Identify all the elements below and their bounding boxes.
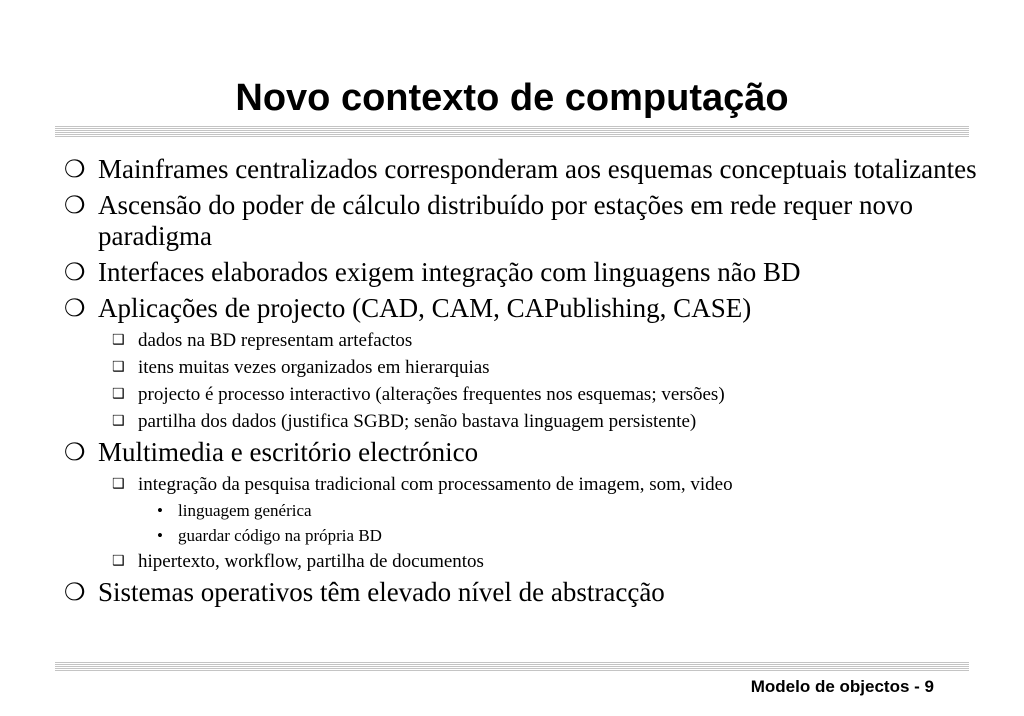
bullet-text: Sistemas operativos têm elevado nível de abstracção xyxy=(98,577,665,607)
footer-divider xyxy=(55,662,969,672)
hollow-square-bullet-icon: ❑ xyxy=(112,332,125,348)
bullet-list xyxy=(60,154,980,613)
bullet-text: Mainframes centralizados corresponderam aos esquemas conceptuais totalizantes xyxy=(98,154,977,184)
sub-bullet-item xyxy=(60,383,980,406)
dot-bullet-icon: • xyxy=(157,501,163,520)
slide-footer xyxy=(751,676,934,698)
sub-bullet-text: partilha dos dados (justifica SGBD; senão bastava linguagem persistente) xyxy=(138,411,697,432)
sub-sub-bullet-text: guardar código na própria BD xyxy=(178,526,382,545)
bullet-item-sistemas-operativos xyxy=(60,577,980,608)
sub-bullet-text: projecto é processo interactivo (alterações frequentes nos esquemas; versões) xyxy=(138,384,725,405)
bullet-item-interfaces xyxy=(60,257,980,288)
hollow-square-bullet-icon: ❑ xyxy=(112,413,125,429)
sub-bullet-item xyxy=(60,410,980,433)
bullet-text: Interfaces elaborados exigem integração com linguagens não BD xyxy=(98,257,801,287)
sub-bullet-item xyxy=(60,473,980,496)
hollow-square-bullet-icon: ❑ xyxy=(112,553,125,569)
hollow-circle-bullet-icon: ❍ xyxy=(64,258,86,286)
bullet-text: Ascensão do poder de cálculo distribuído por estações em rede requer novo paradigma xyxy=(98,190,913,251)
bullet-text: Multimedia e escritório electrónico xyxy=(98,437,479,467)
hollow-square-bullet-icon: ❑ xyxy=(112,386,125,402)
sub-sub-bullet-item xyxy=(60,525,980,546)
bullet-item-aplicacoes xyxy=(60,293,980,324)
hollow-square-bullet-icon: ❑ xyxy=(112,476,125,492)
sub-bullet-item xyxy=(60,356,980,379)
bullet-item-mainframes xyxy=(60,154,980,185)
hollow-circle-bullet-icon: ❍ xyxy=(64,155,86,183)
hollow-circle-bullet-icon: ❍ xyxy=(64,191,86,219)
sub-bullet-text: dados na BD representam artefactos xyxy=(138,330,413,351)
bullet-item-ascensao xyxy=(60,190,980,252)
hollow-circle-bullet-icon: ❍ xyxy=(64,294,86,322)
page-number: 9 xyxy=(924,677,934,696)
sub-bullet-item xyxy=(60,329,980,352)
hollow-circle-bullet-icon: ❍ xyxy=(64,578,86,606)
sub-bullet-item xyxy=(60,550,980,573)
hollow-circle-bullet-icon: ❍ xyxy=(64,438,86,466)
bullet-item-multimedia xyxy=(60,437,980,468)
hollow-square-bullet-icon: ❑ xyxy=(112,359,125,375)
slide-title: Novo contexto de computação xyxy=(235,77,789,119)
dot-bullet-icon: • xyxy=(157,526,163,545)
footer-label: Modelo de objectos - xyxy=(750,677,925,696)
sub-sub-bullet-item xyxy=(60,500,980,521)
sub-bullet-text: hipertexto, workflow, partilha de documentos xyxy=(138,551,484,572)
sub-bullet-text: integração da pesquisa tradicional com processamento de imagem, som, video xyxy=(138,474,733,495)
bullet-text: Aplicações de projecto (CAD, CAM, CAPublishing, CASE) xyxy=(98,293,752,323)
sub-sub-bullet-text: linguagem genérica xyxy=(178,501,312,520)
sub-bullet-text: itens muitas vezes organizados em hierarquias xyxy=(138,357,490,378)
title-divider xyxy=(55,126,969,138)
